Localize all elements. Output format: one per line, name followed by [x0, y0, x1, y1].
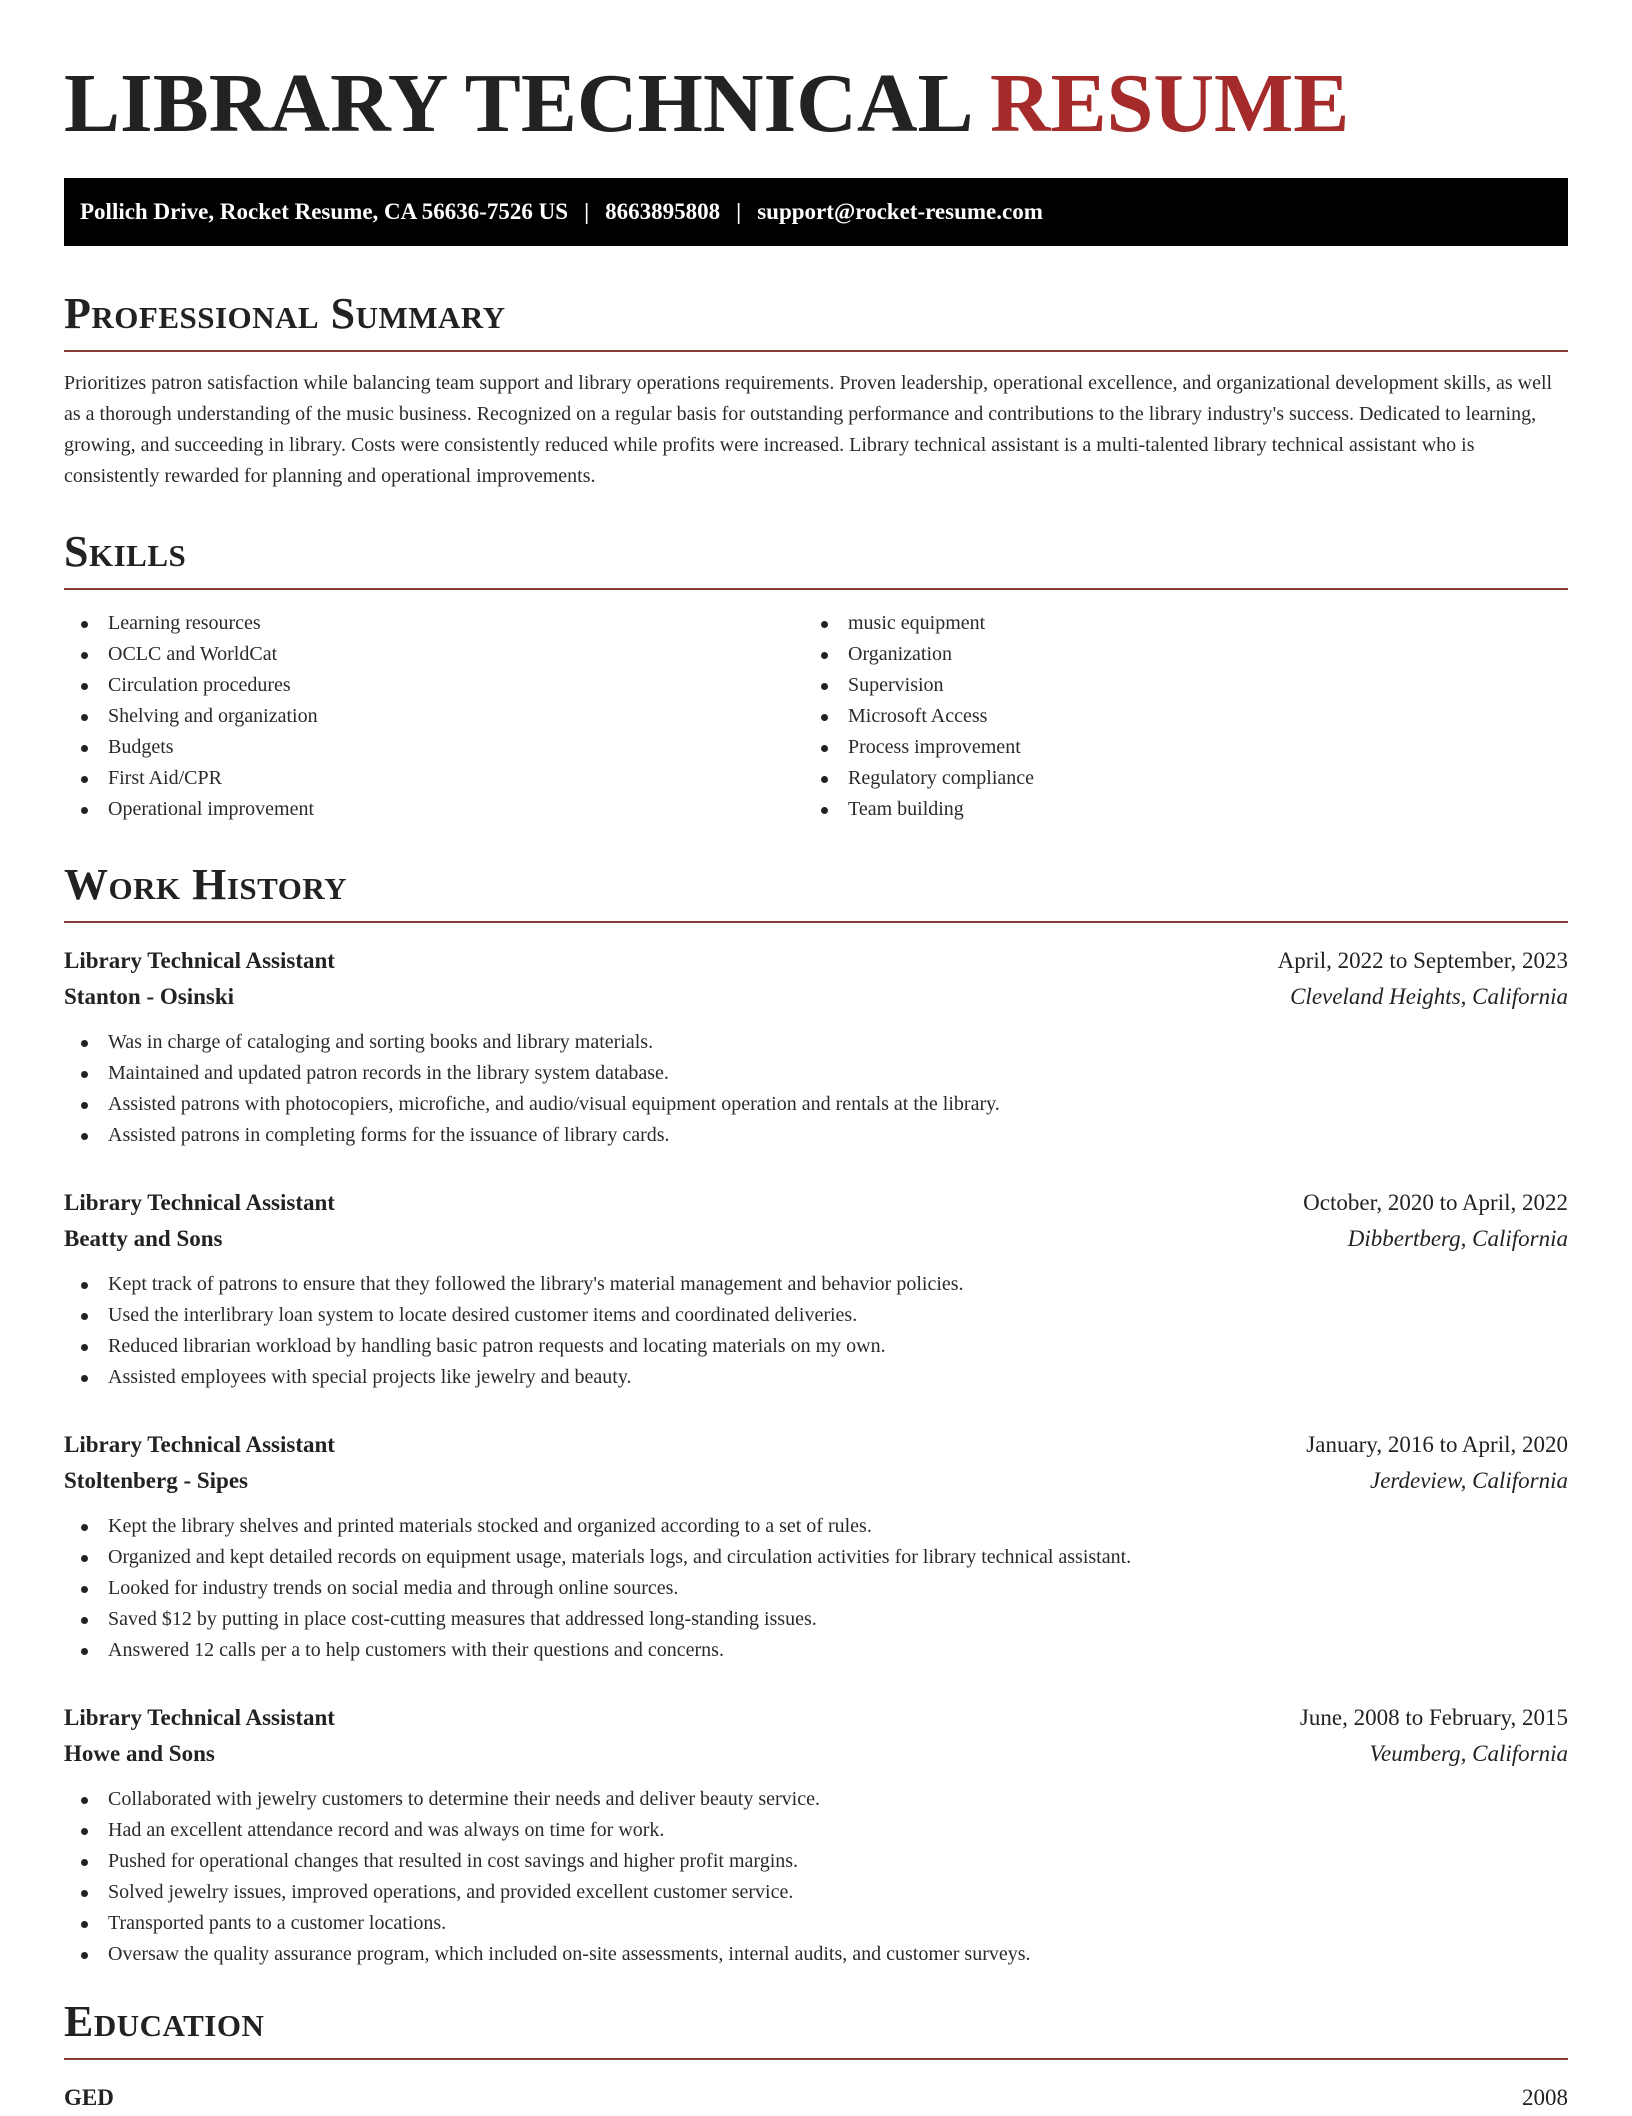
job-dates: October, 2020 to April, 2022: [1303, 1190, 1568, 1215]
bullet-icon: [821, 621, 828, 628]
section-heading: Professional Summary: [64, 289, 506, 338]
job-duty: Pushed for operational changes that resulted in cost savings and higher profit margins.: [64, 1846, 1568, 1877]
section-divider: [64, 588, 1568, 590]
skill-item: Budgets: [64, 732, 804, 763]
bullet-icon: [81, 1040, 88, 1047]
bullet-icon: [81, 683, 88, 690]
job-dates: June, 2008 to February, 2015: [1299, 1705, 1568, 1730]
contact-bar: [64, 178, 1568, 246]
job-duty: Transported pants to a customer locations.: [64, 1908, 1568, 1939]
job-duty: Had an excellent attendance record and was always on time for work.: [64, 1815, 1568, 1846]
job-duties-list: [64, 1511, 1568, 1666]
summary-text: Prioritizes patron satisfaction while balancing team support and library operations requirements. Proven leadership, operational excellence, and organizational development skills, as well as a thorough understanding of the music business. Recognized on a regular basis for outstanding performance and contributions to the library industry's success. Dedicated to learning, growing, and succeeding in library. Costs were consistently reduced while profits were increased. Library technical assistant is a multi-talented library technical assistant who is consistently rewarded for planning and operational improvements.: [64, 372, 1553, 487]
job-duty: Kept the library shelves and printed materials stocked and organized according to a set of rules.: [64, 1511, 1568, 1542]
job-title: Library Technical Assistant: [64, 1432, 335, 1457]
job-duty: Assisted patrons with photocopiers, microfiche, and audio/visual equipment operation and rentals at the library.: [64, 1089, 1568, 1120]
bullet-icon: [81, 1890, 88, 1897]
job-duty: Saved $12 by putting in place cost-cutting measures that addressed long-standing issues.: [64, 1604, 1568, 1635]
skill-item: Process improvement: [804, 732, 1544, 763]
job-duty: Reduced librarian workload by handling basic patron requests and locating materials on my own.: [64, 1331, 1568, 1362]
education-entry: [64, 2080, 1568, 2116]
job-duty: Kept track of patrons to ensure that they followed the library's material management and behavior policies.: [64, 1269, 1568, 1300]
job-duty: Solved jewelry issues, improved operations, and provided excellent customer service.: [64, 1877, 1568, 1908]
job-company: Beatty and Sons: [64, 1226, 223, 1251]
bullet-icon: [81, 1313, 88, 1320]
job-duty: Maintained and updated patron records in the library system database.: [64, 1058, 1568, 1089]
skill-item: Learning resources: [64, 608, 804, 639]
education-year: 2008: [1522, 2085, 1568, 2110]
job-duty: Looked for industry trends on social media and through online sources.: [64, 1573, 1568, 1604]
job-dates: April, 2022 to September, 2023: [1277, 948, 1568, 973]
job-title: Library Technical Assistant: [64, 1705, 335, 1730]
job-entry: [64, 1427, 1568, 1666]
section-heading: Education: [64, 1997, 265, 2046]
skill-item: Operational improvement: [64, 794, 804, 825]
bullet-icon: [81, 776, 88, 783]
section-divider: [64, 350, 1568, 352]
skills-section: [64, 527, 1568, 825]
bullet-icon: [81, 1648, 88, 1655]
bullet-icon: [821, 714, 828, 721]
bullet-icon: [81, 1071, 88, 1078]
skills-column-right: [804, 608, 1544, 825]
skills-grid: [64, 608, 1568, 825]
job-location: Dibbertberg, California: [1347, 1226, 1568, 1251]
section-divider: [64, 921, 1568, 923]
section-heading: Skills: [64, 527, 187, 576]
job-duty: Was in charge of cataloging and sorting books and library materials.: [64, 1027, 1568, 1058]
bullet-icon: [81, 1555, 88, 1562]
job-duties-list: [64, 1784, 1568, 1970]
job-location: Veumberg, California: [1369, 1741, 1568, 1766]
job-duties-list: [64, 1269, 1568, 1393]
job-company: Stoltenberg - Sipes: [64, 1468, 248, 1493]
section-heading: Work History: [64, 860, 348, 909]
bullet-icon: [821, 807, 828, 814]
bullet-icon: [81, 1586, 88, 1593]
bullet-icon: [81, 1102, 88, 1109]
bullet-icon: [81, 1859, 88, 1866]
bullet-icon: [81, 1524, 88, 1531]
professional-summary-section: [64, 289, 1568, 492]
bullet-icon: [81, 1617, 88, 1624]
job-header-row: [64, 1427, 1568, 1463]
job-company: Stanton - Osinski: [64, 984, 235, 1009]
contact-phone: 8663895808: [605, 199, 721, 224]
job-duty: Answered 12 calls per a to help customers with their questions and concerns.: [64, 1635, 1568, 1666]
job-title: Library Technical Assistant: [64, 948, 335, 973]
title-main: LIBRARY TECHNICAL: [64, 57, 969, 150]
skill-item: First Aid/CPR: [64, 763, 804, 794]
contact-address: Pollich Drive, Rocket Resume, CA 56636-7526 US: [80, 199, 569, 224]
contact-email: support@rocket-resume.com: [757, 199, 1043, 224]
job-company-row: [64, 1463, 1568, 1499]
bullet-icon: [81, 1282, 88, 1289]
job-company-row: [64, 1221, 1568, 1257]
skill-item: Supervision: [804, 670, 1544, 701]
skills-column-left: [64, 608, 804, 825]
job-duties-list: [64, 1027, 1568, 1151]
title-accent: RESUME: [989, 57, 1350, 150]
skill-item: Regulatory compliance: [804, 763, 1544, 794]
skills-list: [804, 608, 1544, 825]
bullet-icon: [81, 807, 88, 814]
job-company: Howe and Sons: [64, 1741, 215, 1766]
bullet-icon: [81, 1828, 88, 1835]
job-location: Cleveland Heights, California: [1290, 984, 1568, 1009]
job-dates: January, 2016 to April, 2020: [1306, 1432, 1568, 1457]
skill-item: Organization: [804, 639, 1544, 670]
skill-item: Circulation procedures: [64, 670, 804, 701]
work-history-section: [64, 860, 1568, 1970]
bullet-icon: [821, 745, 828, 752]
skill-item: Microsoft Access: [804, 701, 1544, 732]
skill-item: Shelving and organization: [64, 701, 804, 732]
job-company-row: [64, 979, 1568, 1015]
job-duty: Oversaw the quality assurance program, which included on-site assessments, internal audits, and customer surveys.: [64, 1939, 1568, 1970]
job-header-row: [64, 1185, 1568, 1221]
bullet-icon: [81, 745, 88, 752]
bullet-icon: [81, 621, 88, 628]
job-duty: Organized and kept detailed records on equipment usage, materials logs, and circulation activities for library technical assistant.: [64, 1542, 1568, 1573]
section-divider: [64, 2058, 1568, 2060]
job-company-row: [64, 1736, 1568, 1772]
job-entry: [64, 1700, 1568, 1970]
contact-separator: |: [736, 199, 742, 224]
job-duty: Assisted patrons in completing forms for the issuance of library cards.: [64, 1120, 1568, 1151]
job-duty: Collaborated with jewelry customers to determine their needs and deliver beauty service.: [64, 1784, 1568, 1815]
skill-item: OCLC and WorldCat: [64, 639, 804, 670]
bullet-icon: [81, 652, 88, 659]
bullet-icon: [81, 1133, 88, 1140]
job-duty: Used the interlibrary loan system to locate desired customer items and coordinated deliveries.: [64, 1300, 1568, 1331]
bullet-icon: [81, 1344, 88, 1351]
bullet-icon: [81, 1797, 88, 1804]
skill-item: music equipment: [804, 608, 1544, 639]
education-degree: GED: [64, 2085, 114, 2110]
bullet-icon: [81, 714, 88, 721]
job-header-row: [64, 943, 1568, 979]
resume-title: [64, 57, 1568, 150]
skill-item: Team building: [804, 794, 1544, 825]
skills-list: [64, 608, 804, 825]
job-entry: [64, 943, 1568, 1151]
bullet-icon: [81, 1921, 88, 1928]
job-duty: Assisted employees with special projects like jewelry and beauty.: [64, 1362, 1568, 1393]
bullet-icon: [81, 1375, 88, 1382]
job-header-row: [64, 1700, 1568, 1736]
job-entry: [64, 1185, 1568, 1393]
bullet-icon: [821, 652, 828, 659]
job-location: Jerdeview, California: [1369, 1468, 1568, 1493]
contact-separator: |: [584, 199, 590, 224]
bullet-icon: [821, 683, 828, 690]
job-title: Library Technical Assistant: [64, 1190, 335, 1215]
bullet-icon: [821, 776, 828, 783]
education-section: [64, 1997, 1568, 2116]
bullet-icon: [81, 1952, 88, 1959]
